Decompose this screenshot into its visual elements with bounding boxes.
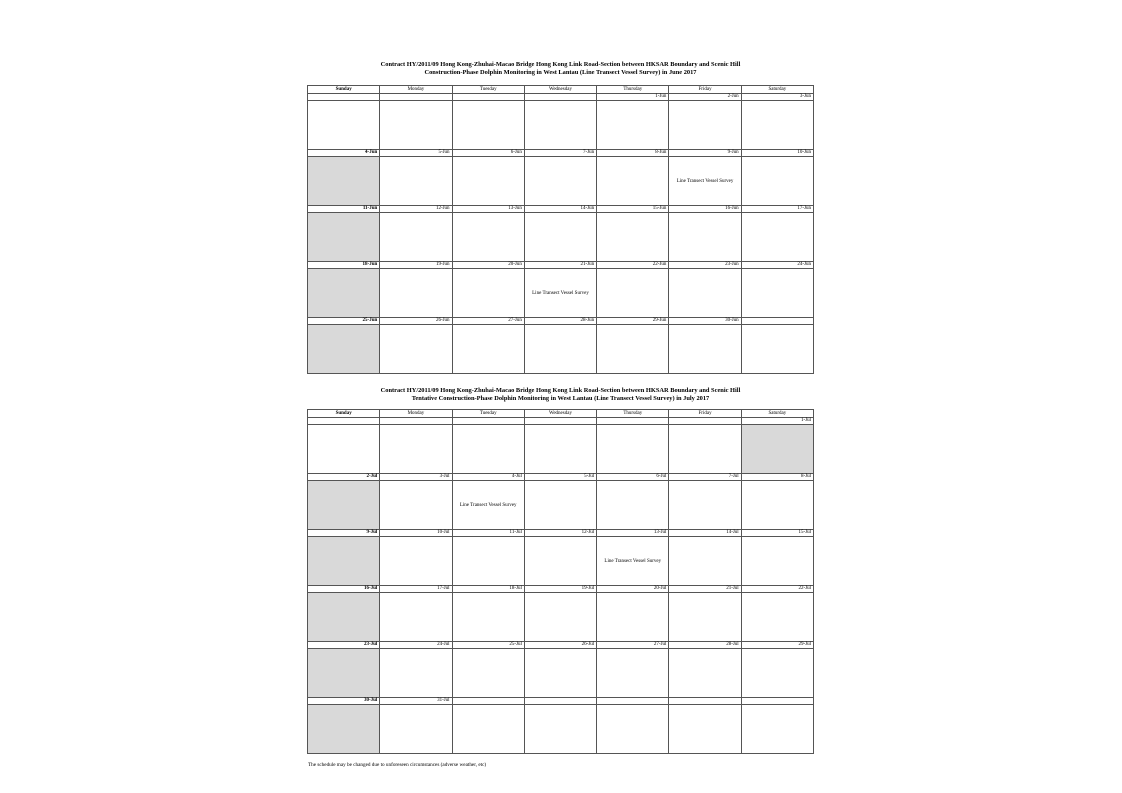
date-label: 8-Jun [597,150,669,157]
day-cell [452,213,524,262]
day-cell [524,157,596,206]
date-label: 2-Jul [308,474,380,481]
date-label: 7-Jun [524,150,596,157]
day-cell [452,705,524,754]
event-cell: Line Transect Vessel Survey [597,537,669,586]
day-cell [597,101,669,150]
day-cell [308,101,380,150]
date-label: 9-Jul [308,530,380,537]
day-cell [380,213,452,262]
day-cell [741,705,813,754]
date-label: 23-Jul [308,642,380,649]
day-cell [380,481,452,530]
day-cell [597,213,669,262]
date-label: 30-Jun [669,318,741,325]
week-body-row [308,269,814,318]
date-label: 4-Jul [452,474,524,481]
date-label: 10-Jun [741,150,813,157]
day-header-row [308,86,814,94]
date-label: 29-Jul [741,642,813,649]
day-cell [741,649,813,698]
june-title-line1: Contract HY/2011/09 Hong Kong-Zhuhai-Macao Bridge Hong Kong Link Road-Section between HKSAR Boundary and Scenic Hill [380,61,741,68]
week-body-row [308,481,814,530]
week-date-row [308,474,814,481]
date-label: 28-Jun [524,318,596,325]
week-date-row [308,206,814,213]
day-cell [597,325,669,374]
date-label [524,698,596,705]
day-cell [380,101,452,150]
date-label: 1-Jul [741,418,813,425]
day-cell [597,593,669,642]
day-header: Thursday [597,410,669,418]
date-label: 9-Jun [669,150,741,157]
week-date-row [308,698,814,705]
day-header: Tuesday [452,410,524,418]
date-label: 15-Jun [597,206,669,213]
date-label: 27-Jul [597,642,669,649]
day-cell [452,101,524,150]
day-cell [669,649,741,698]
day-header: Saturday [741,86,813,94]
date-label: 8-Jul [741,474,813,481]
day-cell [308,705,380,754]
day-cell [669,213,741,262]
date-label: 2-Jun [669,94,741,101]
week-date-row [308,418,814,425]
day-cell [380,537,452,586]
date-label: 4-Jun [308,150,380,157]
date-label: 10-Jul [380,530,452,537]
date-label: 26-Jun [380,318,452,325]
day-cell [308,537,380,586]
date-label: 24-Jun [741,262,813,269]
date-label: 18-Jul [452,586,524,593]
day-cell [669,101,741,150]
date-label: 13-Jul [597,530,669,537]
date-label: 11-Jul [452,530,524,537]
date-label: 16-Jun [669,206,741,213]
date-label: 23-Jun [669,262,741,269]
date-label: 13-Jun [452,206,524,213]
day-header: Saturday [741,410,813,418]
date-label: 19-Jun [380,262,452,269]
day-cell [597,157,669,206]
date-label: 21-Jul [669,586,741,593]
day-cell [380,325,452,374]
date-label [380,94,452,101]
day-header: Tuesday [452,86,524,94]
week-body-row [308,537,814,586]
date-label: 22-Jun [597,262,669,269]
day-cell [308,213,380,262]
date-label [597,698,669,705]
june-calendar-table [307,85,814,374]
week-date-row [308,262,814,269]
date-label: 6-Jun [452,150,524,157]
date-label: 21-Jun [524,262,596,269]
date-label: 12-Jul [524,530,596,537]
date-label: 17-Jul [380,586,452,593]
date-label [741,698,813,705]
date-label [380,418,452,425]
day-cell [669,269,741,318]
day-cell [597,425,669,474]
day-cell [524,213,596,262]
day-cell [741,157,813,206]
day-cell [741,537,813,586]
july-title-line2: Tentative Construction-Phase Dolphin Monitoring in West Lantau (Line Transect Vessel Survey) in July 2017 [411,395,710,402]
date-label: 25-Jun [308,318,380,325]
day-cell [741,425,813,474]
date-label: 26-Jul [524,642,596,649]
date-label [597,418,669,425]
date-label [452,418,524,425]
day-header: Friday [669,410,741,418]
date-label: 20-Jul [597,586,669,593]
week-body-row [308,705,814,754]
day-cell [524,425,596,474]
date-label: 18-Jun [308,262,380,269]
week-date-row [308,586,814,593]
date-label: 6-Jul [597,474,669,481]
date-label: 20-Jun [452,262,524,269]
day-cell [669,537,741,586]
july-calendar-table [307,409,814,754]
day-cell [452,649,524,698]
day-header: Sunday [308,86,380,94]
week-date-row [308,318,814,325]
day-cell [669,481,741,530]
date-label: 7-Jul [669,474,741,481]
date-label [524,418,596,425]
july-calendar-title [307,387,814,403]
date-label: 5-Jun [380,150,452,157]
day-cell [452,325,524,374]
week-date-row [308,94,814,101]
day-cell [597,649,669,698]
date-label: 1-Jun [597,94,669,101]
date-label: 22-Jul [741,586,813,593]
june-calendar-title [307,61,814,77]
event-cell: Line Transect Vessel Survey [669,157,741,206]
week-body-row [308,213,814,262]
day-header: Wednesday [524,86,596,94]
day-cell [741,593,813,642]
day-cell [308,593,380,642]
day-cell [597,269,669,318]
day-cell [380,425,452,474]
day-header-row [308,410,814,418]
day-cell [380,157,452,206]
day-header: Sunday [308,410,380,418]
date-label [669,418,741,425]
june-title-line2: Construction-Phase Dolphin Monitoring in West Lantau (Line Transect Vessel Survey) in June 2017 [424,69,697,76]
day-cell [741,481,813,530]
day-header: Friday [669,86,741,94]
day-header: Thursday [597,86,669,94]
date-label: 27-Jun [452,318,524,325]
day-header: Wednesday [524,410,596,418]
day-cell [452,593,524,642]
day-cell [597,705,669,754]
week-date-row [308,150,814,157]
day-cell [308,325,380,374]
day-cell [741,325,813,374]
date-label: 24-Jul [380,642,452,649]
july-title-line1: Contract HY/2011/09 Hong Kong-Zhuhai-Macao Bridge Hong Kong Link Road-Section between HKSAR Boundary and Scenic Hill [380,387,741,394]
day-cell [669,705,741,754]
day-cell [741,213,813,262]
date-label: 29-Jun [597,318,669,325]
event-cell: Line Transect Vessel Survey [452,481,524,530]
week-body-row [308,425,814,474]
date-label: 15-Jul [741,530,813,537]
day-cell [597,481,669,530]
day-header: Monday [380,86,452,94]
day-cell [524,325,596,374]
day-cell [308,157,380,206]
date-label: 19-Jul [524,586,596,593]
day-cell [669,325,741,374]
day-cell [524,481,596,530]
day-cell [524,705,596,754]
day-cell [741,269,813,318]
week-body-row [308,649,814,698]
date-label [308,418,380,425]
day-cell [380,705,452,754]
day-cell [308,649,380,698]
day-cell [524,593,596,642]
date-label: 11-Jun [308,206,380,213]
week-body-row [308,101,814,150]
day-cell [380,649,452,698]
week-date-row [308,642,814,649]
date-label: 14-Jun [524,206,596,213]
event-cell: Line Transect Vessel Survey [524,269,596,318]
week-date-row [308,530,814,537]
date-label: 17-Jun [741,206,813,213]
day-cell [380,593,452,642]
day-cell [524,537,596,586]
date-label: 14-Jul [669,530,741,537]
week-body-row [308,325,814,374]
date-label [452,698,524,705]
date-label: 5-Jul [524,474,596,481]
date-label [308,94,380,101]
footnote: The schedule may be changed due to unforeseen circumstances (adverse weather, etc) [308,762,487,768]
day-header: Monday [380,410,452,418]
date-label: 31-Jul [380,698,452,705]
date-label: 12-Jun [380,206,452,213]
date-label: 3-Jun [741,94,813,101]
day-cell [452,425,524,474]
day-cell [669,593,741,642]
week-body-row [308,593,814,642]
week-body-row [308,157,814,206]
date-label: 16-Jul [308,586,380,593]
date-label [524,94,596,101]
date-label [669,698,741,705]
day-cell [308,269,380,318]
day-cell [669,425,741,474]
day-cell [452,269,524,318]
day-cell [380,269,452,318]
date-label: 28-Jul [669,642,741,649]
day-cell [524,649,596,698]
date-label: 3-Jul [380,474,452,481]
day-cell [524,101,596,150]
date-label: 30-Jul [308,698,380,705]
date-label: 25-Jul [452,642,524,649]
date-label [452,94,524,101]
day-cell [452,157,524,206]
day-cell [452,537,524,586]
day-cell [308,425,380,474]
day-cell [308,481,380,530]
date-label [741,318,813,325]
day-cell [741,101,813,150]
